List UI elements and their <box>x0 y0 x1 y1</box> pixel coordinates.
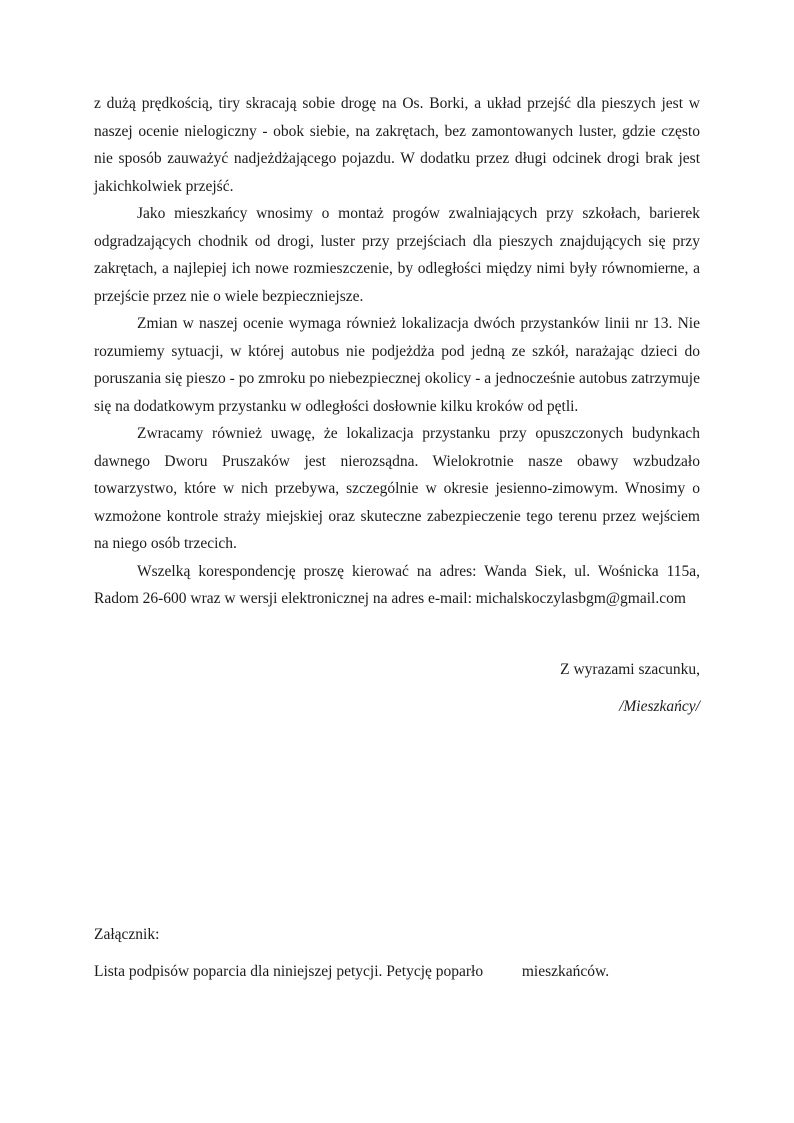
letter-body <box>94 90 700 721</box>
paragraph-bus-line-13-stops: Zmian w naszej ocenie wymaga również lokalizacja dwóch przystanków linii nr 13. Nie rozumiemy sytuacji, w której autobus nie podjeżdża pod jedną ze szkół, narażając dzieci do poruszania się pieszo - po zmroku po niebezpiecznej okolicy - a jednocześnie autobus zatrzymuje się na dodatkowym przystanku w odległości dosłownie kilku kroków od pętli. <box>94 315 700 415</box>
closing-salutation: Z wyrazami szacunku, <box>560 660 700 678</box>
paragraph-road-safety-continuation: z dużą prędkością, tiry skracają sobie drogę na Os. Borki, a układ przejść dla pieszych jest w naszej ocenie nielogiczny - obok siebie, na zakrętach, bez zamontowanych luster, gdzie często nie sposób zauważyć nadjeżdżającego pojazdu. W dodatku przez długi odcinek drogi brak jest jakichkolwiek przejść. <box>94 95 700 195</box>
paragraph-speed-bumps-request: Jako mieszkańcy wnosimy o montaż progów zwalniających przy szkołach, barierek odgradzających chodnik od drogi, luster przy przejściach dla pieszych znajdujących się przy zakrętach, a najlepiej ich nowe rozmieszczenie, by odległości między nimi były równomierne, a przejście przez nie o wiele bezpieczniejsze. <box>94 205 700 305</box>
paragraph-abandoned-buildings: Zwracamy również uwagę, że lokalizacja przystanku przy opuszczonych budynkach dawnego Dworu Pruszaków jest nierozsądna. Wielokrotnie nasze obawy wzbudzało towarzystwo, które w nich przebywa, szczególnie w okresie jesienno-zimowym. Wnosimy o wzmożone kontrole straży miejskiej oraz skuteczne zabezpieczenie tego terenu przez wejściem na niego osób trzecich. <box>94 425 700 552</box>
attachment-label: Załącznik: <box>94 926 160 943</box>
paragraph-correspondence-address: Wszelką korespondencję proszę kierować na adres: Wanda Siek, ul. Wośnicka 115a, Radom 26-600 wraz w wersji elektronicznej na adres e-mail: michalskoczylasbgm@gmail.com <box>94 562 700 607</box>
attachment-description: Lista podpisów poparcia dla niniejszej petycji. Petycję poparło mieszkańców. <box>94 962 610 980</box>
closing-block <box>94 656 700 721</box>
signature-text: /Mieszkańcy/ <box>619 698 700 715</box>
attachment-block <box>94 921 734 985</box>
